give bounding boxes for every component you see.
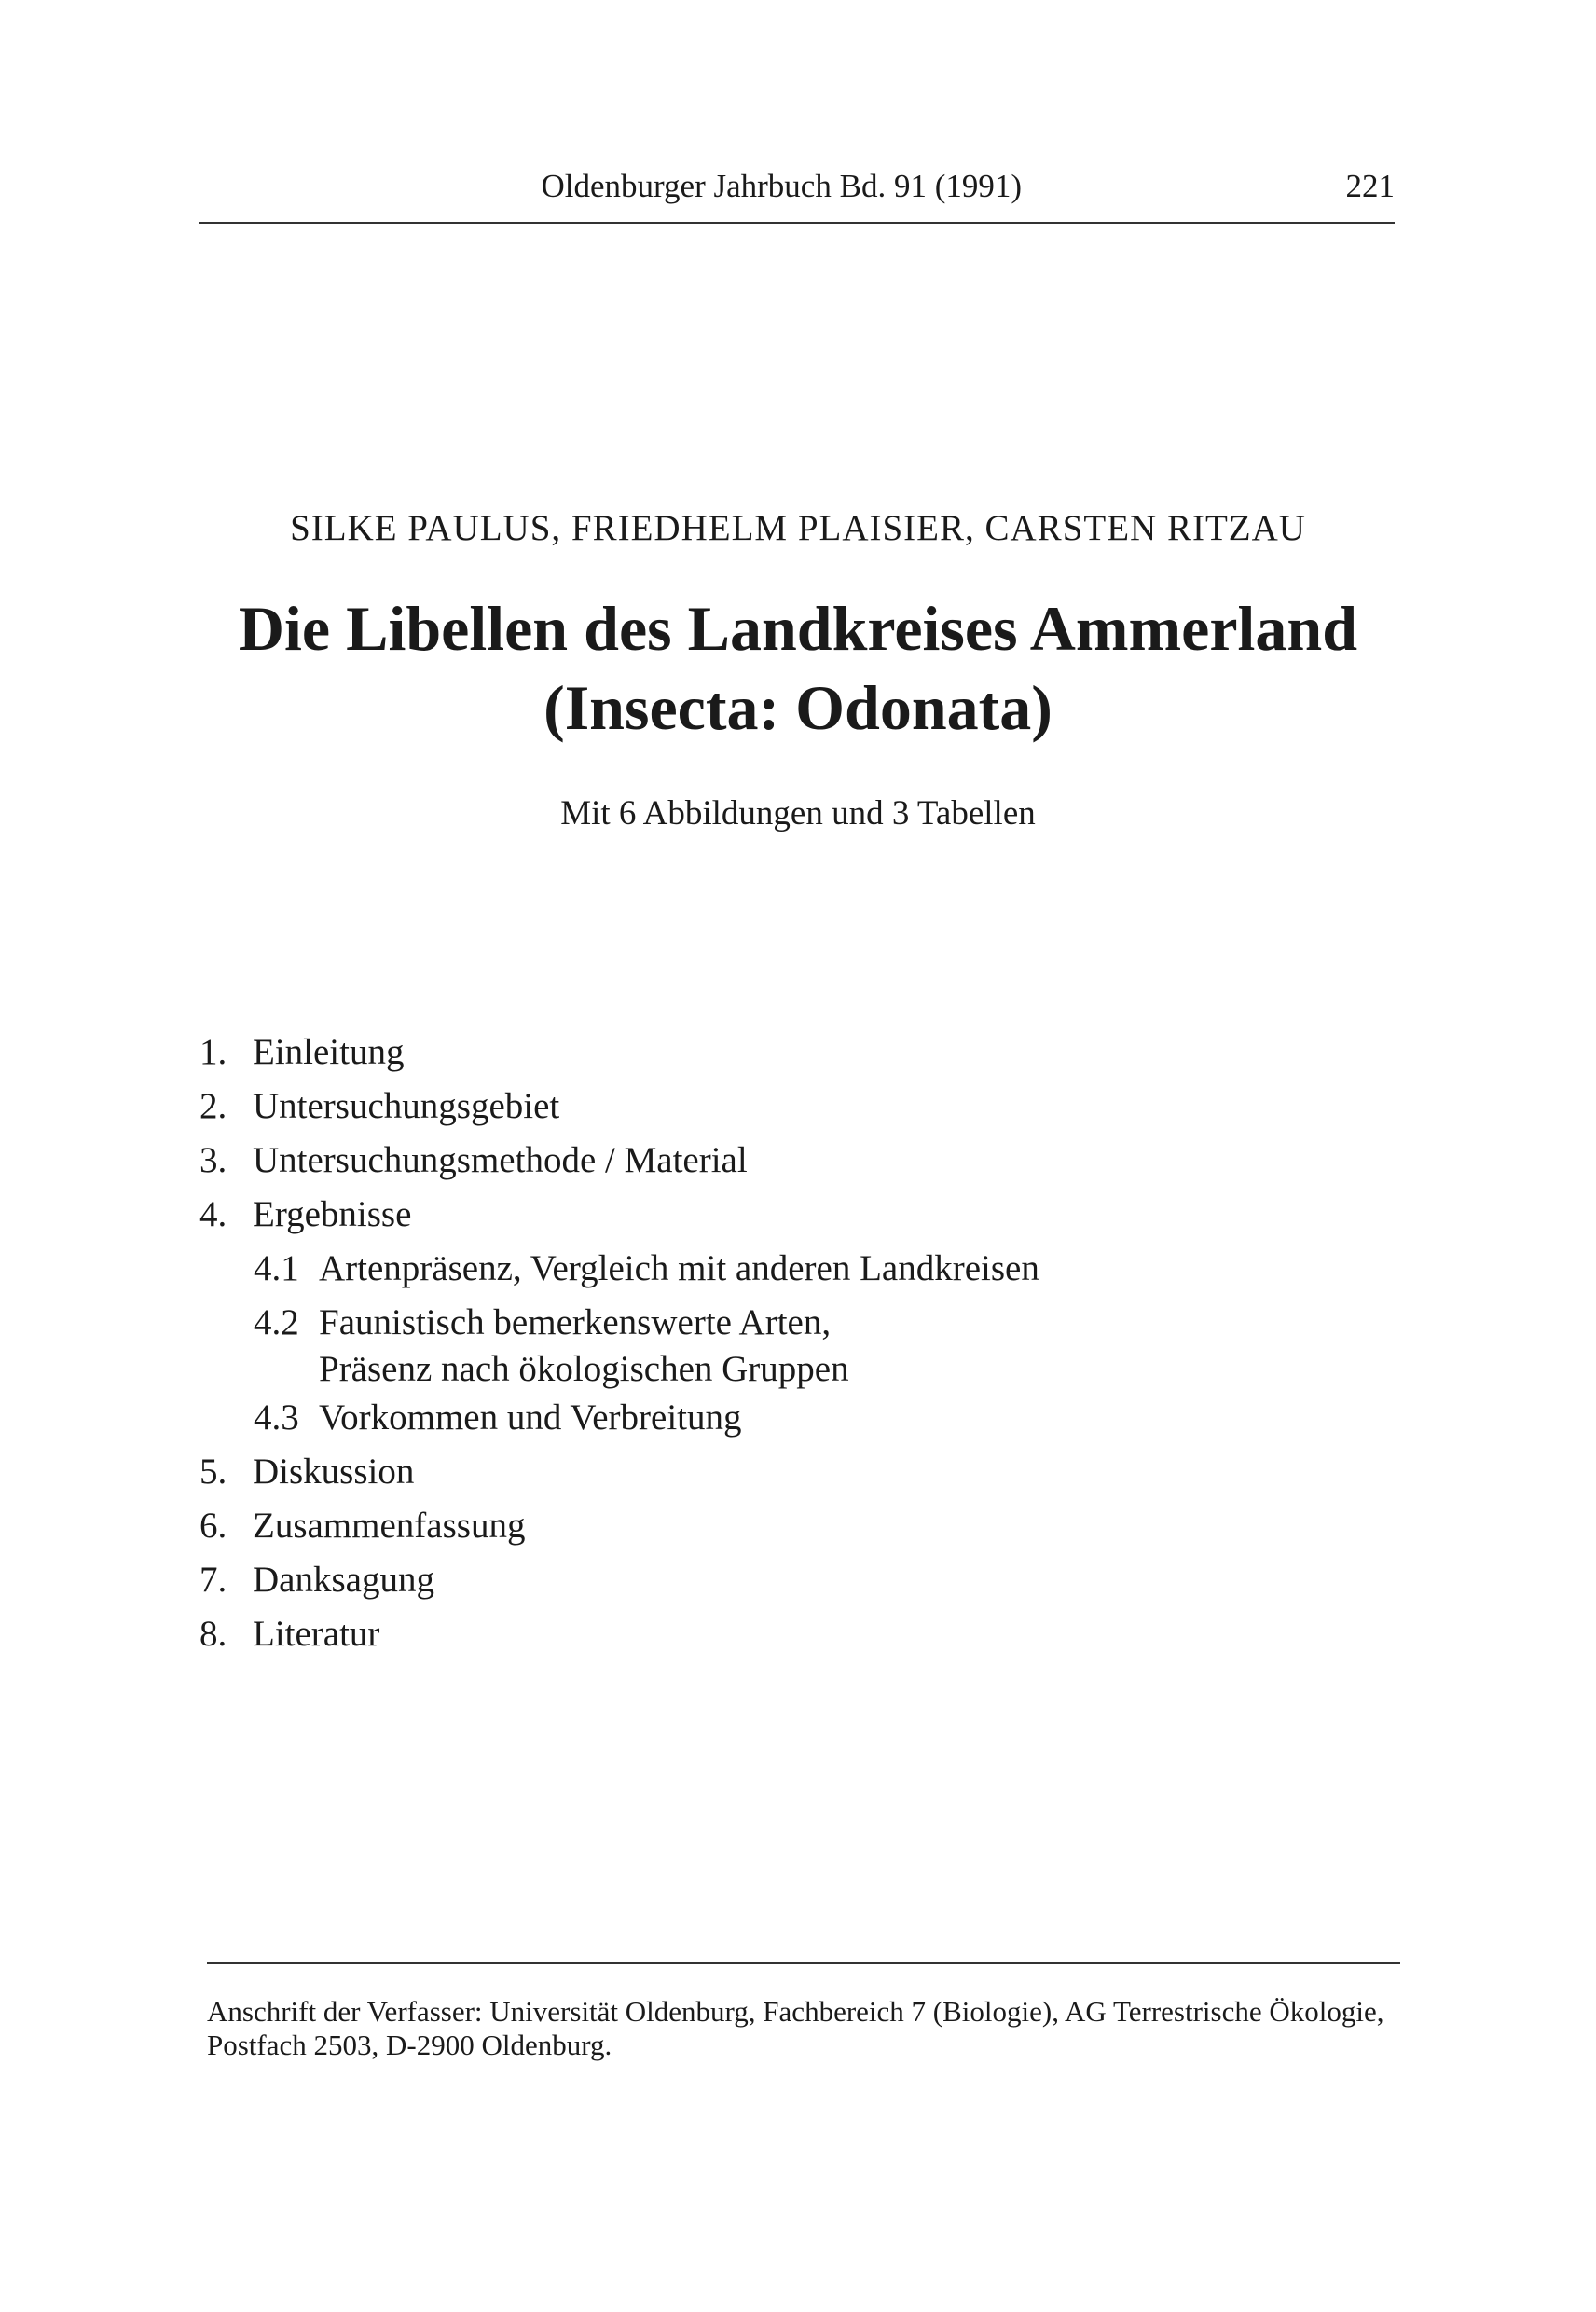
toc-item-ergebnisse: [200, 1188, 1225, 1242]
toc-subitem-faunistisch: [200, 1296, 1225, 1391]
toc-number: 4.1: [254, 1248, 299, 1288]
toc-number: 3.: [200, 1140, 227, 1180]
toc-label: Zusammenfassung: [253, 1506, 526, 1546]
toc-label: Vorkommen und Verbreitung: [319, 1397, 742, 1438]
article-title: [0, 589, 1596, 748]
toc-label: Artenpräsenz, Vergleich mit anderen Landkreisen: [319, 1248, 1039, 1288]
footnote-line-1: Anschrift der Verfasser: Universität Oldenburg, Fachbereich 7 (Biologie), AG Terrestrische Ökologie,: [207, 1995, 1384, 2028]
toc-number: 8.: [200, 1614, 227, 1654]
toc-item-diskussion: [200, 1445, 1225, 1499]
toc-label: Untersuchungsgebiet: [253, 1086, 560, 1126]
page-number: 221: [1345, 168, 1395, 204]
article-subtitle: Mit 6 Abbildungen und 3 Tabellen: [560, 794, 1036, 833]
author-address-footnote: [207, 1995, 1410, 2062]
toc-number: 7.: [200, 1560, 227, 1600]
toc-label: Faunistisch bemerkenswerte Arten, Präsenz nach ökologischen Gruppen: [319, 1302, 849, 1389]
toc-label: Untersuchungsmethode / Material: [253, 1140, 748, 1180]
toc-item-literatur: [200, 1607, 1225, 1661]
toc-number: 5.: [200, 1452, 227, 1492]
toc-number: 4.3: [254, 1397, 299, 1438]
toc-label: Ergebnisse: [253, 1194, 412, 1234]
journal-reference: Oldenburger Jahrbuch Bd. 91 (1991): [541, 168, 1022, 204]
footnote-rule: [207, 1962, 1400, 1964]
toc-subitem-vorkommen: [200, 1391, 1225, 1445]
toc-label: Literatur: [253, 1614, 380, 1654]
footnote-line-2: Postfach 2503, D-2900 Oldenburg.: [207, 2029, 612, 2061]
toc-item-einleitung: [200, 1025, 1225, 1080]
toc-item-untersuchungsmethode: [200, 1134, 1225, 1188]
author-list: SILKE PAULUS, FRIEDHELM PLAISIER, CARSTEN RITZAU: [290, 508, 1306, 548]
toc-number: 4.: [200, 1194, 227, 1234]
toc-number: 2.: [200, 1086, 227, 1126]
toc-number: 1.: [200, 1032, 227, 1072]
toc-item-zusammenfassung: [200, 1499, 1225, 1553]
toc-subitem-artenpraesenz: [200, 1242, 1225, 1296]
toc-number: 6.: [200, 1506, 227, 1546]
toc-item-untersuchungsgebiet: [200, 1080, 1225, 1134]
toc-label: Diskussion: [253, 1452, 415, 1492]
title-line-1: Die Libellen des Landkreises Ammerland: [238, 593, 1358, 664]
toc-item-danksagung: [200, 1553, 1225, 1607]
header-rule: [200, 222, 1395, 224]
toc-label: Danksagung: [253, 1560, 434, 1600]
title-line-2: (Insecta: Odonata): [543, 672, 1053, 743]
toc-label: Einleitung: [253, 1032, 405, 1072]
table-of-contents: [200, 1025, 1225, 1661]
toc-number: 4.2: [254, 1302, 299, 1342]
